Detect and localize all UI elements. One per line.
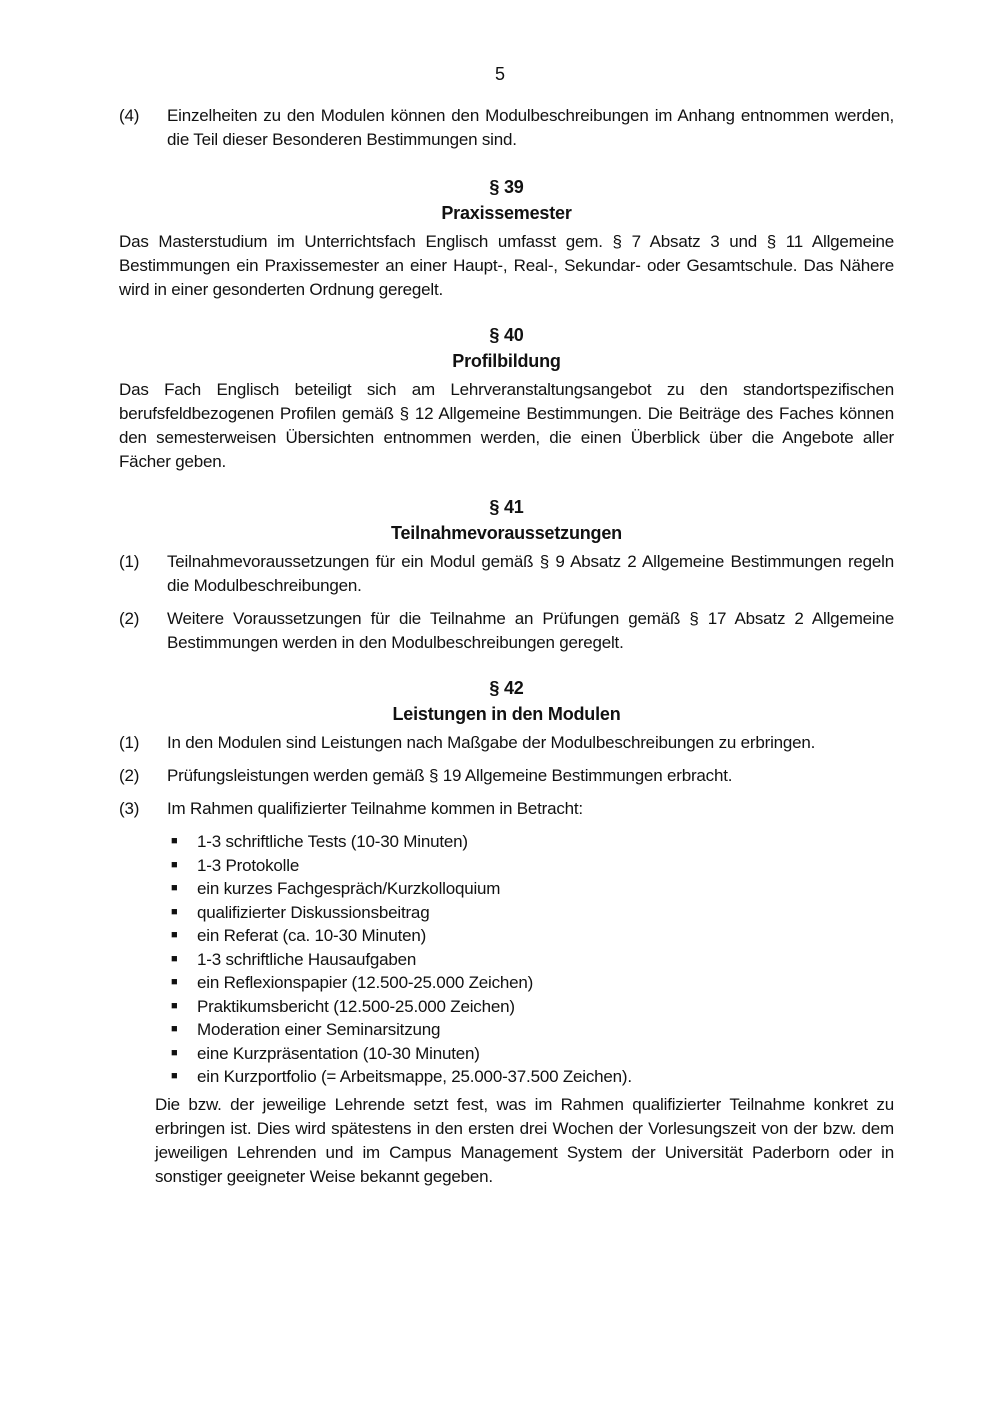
clause-text: Teilnahmevoraussetzungen für ein Modul gemäß § 9 Absatz 2 Allgemeine Bestimmungen regeln die Modulbeschreibungen. xyxy=(167,552,894,595)
clause-number: (1) xyxy=(119,552,140,571)
square-bullet-icon: ■ xyxy=(171,976,178,988)
list-item xyxy=(167,1018,894,1042)
page-content xyxy=(119,104,894,1189)
list-item xyxy=(167,877,894,901)
list-item xyxy=(167,854,894,878)
section-41-heading xyxy=(119,494,894,546)
square-bullet-icon: ■ xyxy=(171,858,178,871)
section-41-number: § 41 xyxy=(489,497,524,517)
list-item-text: Moderation einer Seminarsitzung xyxy=(197,1020,441,1039)
square-bullet-icon: ■ xyxy=(171,905,178,918)
square-bullet-icon: ■ xyxy=(171,1046,178,1059)
list-item-text: ein kurzes Fachgespräch/Kurzkolloquium xyxy=(197,879,501,898)
qualified-participation-list xyxy=(167,830,894,1089)
section-39-title: Praxissemester xyxy=(441,203,572,223)
page-number: 5 xyxy=(494,64,505,84)
section-42-heading xyxy=(119,675,894,727)
intro-clause xyxy=(119,104,894,152)
clause-text: Im Rahmen qualifizierter Teilnahme kommen in Betracht: xyxy=(167,799,583,818)
clause-number: (2) xyxy=(119,766,140,785)
square-bullet-icon: ■ xyxy=(171,1023,178,1035)
square-bullet-icon: ■ xyxy=(171,1070,178,1082)
section-39-heading xyxy=(119,174,894,226)
section-40-text: Das Fach Englisch beteiligt sich am Lehrveranstaltungsangebot zu den standortspezifischen berufsfeldbezogenen Profilen gemäß § 12 Allgemeine Bestimmungen. Die Beiträge des Faches können den semesterweisen Übersichten entnommen werden, die einen Überblick über die Angebote aller Fächer geben. xyxy=(119,380,894,471)
list-item-text: ein Referat (ca. 10-30 Minuten) xyxy=(197,926,427,945)
square-bullet-icon: ■ xyxy=(171,952,178,965)
list-item xyxy=(167,1042,894,1066)
list-item xyxy=(167,995,894,1019)
clause-number: (2) xyxy=(119,609,140,628)
list-item-text: 1-3 schriftliche Hausaufgaben xyxy=(197,949,417,969)
list-item-text: Praktikumsbericht (12.500-25.000 Zeichen) xyxy=(197,996,515,1016)
list-item-text: eine Kurzpräsentation (10-30 Minuten) xyxy=(197,1043,480,1063)
section-41-clause-1 xyxy=(119,550,894,598)
section-41-title: Teilnahmevoraussetzungen xyxy=(391,523,622,543)
list-item xyxy=(167,971,894,995)
clause-number: (3) xyxy=(119,799,140,818)
clause-number: (4) xyxy=(119,106,140,125)
clause-text: Weitere Voraussetzungen für die Teilnahme an Prüfungen gemäß § 17 Absatz 2 Allgemeine Bestimmungen werden in den Modulbeschreibungen geregelt. xyxy=(167,609,894,652)
section-40-heading xyxy=(119,322,894,374)
list-item-text: ein Kurzportfolio (= Arbeitsmappe, 25.000-37.500 Zeichen). xyxy=(197,1067,632,1086)
square-bullet-icon: ■ xyxy=(171,929,178,941)
section-40-number: § 40 xyxy=(489,325,524,345)
section-42-clause-2 xyxy=(119,764,894,788)
section-39-number: § 39 xyxy=(489,177,524,197)
section-41-clause-2 xyxy=(119,607,894,655)
section-42-clause-3 xyxy=(119,797,894,821)
section-39-text: Das Masterstudium im Unterrichtsfach Englisch umfasst gem. § 7 Absatz 3 und § 11 Allgemeine Bestimmungen ein Praxissemester an einer Haupt-, Real-, Sekundar- oder Gesamtschule. Das Nähere wird in einer gesonderten Ordnung geregelt. xyxy=(119,232,894,299)
list-item-text: qualifizierter Diskussionsbeitrag xyxy=(197,902,430,922)
square-bullet-icon: ■ xyxy=(171,999,178,1012)
list-item xyxy=(167,924,894,948)
clause-number: (1) xyxy=(119,733,140,752)
list-item xyxy=(167,830,894,854)
list-item-text: 1-3 Protokolle xyxy=(197,855,300,875)
clause-text: Prüfungsleistungen werden gemäß § 19 Allgemeine Bestimmungen erbracht. xyxy=(167,766,733,785)
list-item-text: 1-3 schriftliche Tests (10-30 Minuten) xyxy=(197,832,468,851)
list-item-text: ein Reflexionspapier (12.500-25.000 Zeichen) xyxy=(197,973,534,992)
section-42-number: § 42 xyxy=(489,678,524,698)
clause-text: Einzelheiten zu den Modulen können den Modulbeschreibungen im Anhang entnommen werden, die Teil dieser Besonderen Bestimmungen sind. xyxy=(167,106,894,149)
section-42-closing-text: Die bzw. der jeweilige Lehrende setzt fest, was im Rahmen qualifizierter Teilnahme konkret zu erbringen ist. Dies wird spätestens in den ersten drei Wochen der Vorlesungszeit von der bzw. dem jeweiligen Lehrenden und im Campus Management System der Universität Paderborn oder in sonstiger geeigneter Weise bekannt gegeben. xyxy=(155,1094,894,1186)
square-bullet-icon: ■ xyxy=(171,882,178,894)
clause-text: In den Modulen sind Leistungen nach Maßgabe der Modulbeschreibungen zu erbringen. xyxy=(167,733,816,752)
section-42-clause-1 xyxy=(119,731,894,755)
list-item xyxy=(167,1065,894,1089)
list-item xyxy=(167,901,894,925)
list-item xyxy=(167,948,894,972)
section-42-title: Leistungen in den Modulen xyxy=(392,704,621,724)
square-bullet-icon: ■ xyxy=(171,835,178,847)
section-40-title: Profilbildung xyxy=(452,351,561,371)
